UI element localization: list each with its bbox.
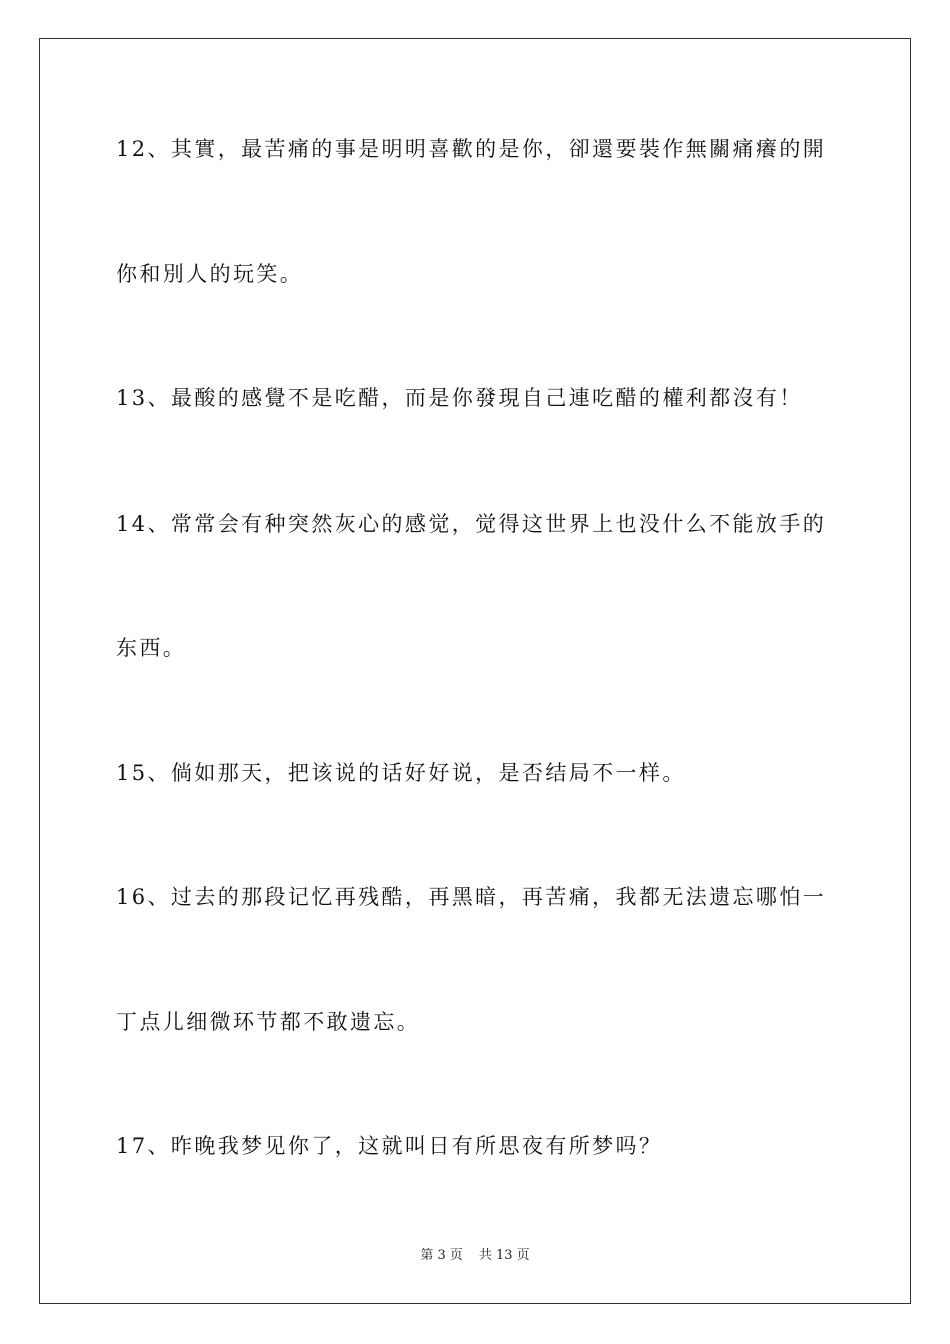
text-line-5: 东西。 [116,636,187,660]
text-line-7: 16、过去的那段记忆再残酷，再黑暗，再苦痛，我都无法遗忘哪怕一 [116,885,827,909]
text-line-4: 14、常常会有种突然灰心的感觉，觉得这世界上也没什么不能放手的 [116,512,827,536]
page-footer [0,1249,950,1262]
page-number: 第 3 页 [420,1248,463,1263]
text-line-3: 13、最酸的感覺不是吃醋，而是你發現自己連吃醋的權利都沒有！ [116,386,803,410]
page-total: 共 13 页 [478,1248,530,1263]
text-line-1: 12、其實，最苦痛的事是明明喜歡的是你，卻還要裝作無關痛癢的開 [116,137,827,161]
text-line-9: 17、昨晚我梦见你了，这就叫日有所思夜有所梦吗？ [116,1134,663,1158]
text-line-2: 你和別人的玩笑。 [116,262,304,286]
text-line-6: 15、倘如那天，把该说的话好好说，是否结局不一样。 [116,761,686,785]
text-line-8: 丁点儿细微环节都不敢遗忘。 [116,1010,421,1034]
page-border [39,38,911,1304]
